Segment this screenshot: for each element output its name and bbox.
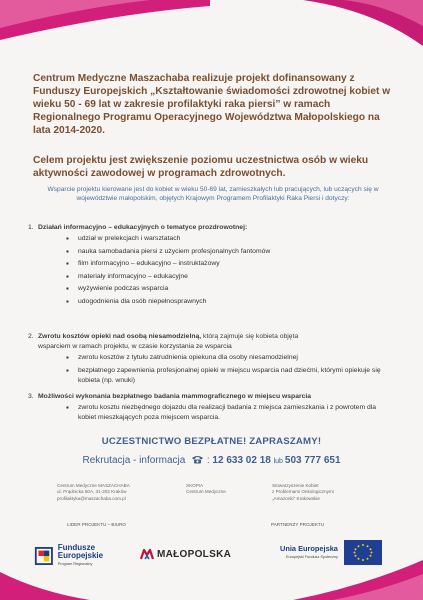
list-item: ▪ udogodnienia dla osób niepełnosprawnych [66, 297, 393, 307]
section-title: Działań informacyjno – edukacyjnych o tematyce prozdrowotnej: [38, 224, 248, 231]
list-item: ▪ udział w prelekcjach i warsztatach [66, 234, 393, 244]
leader-address: ul. Prądnicka 50A, 31-202 Kraków [57, 489, 127, 495]
goal-paragraph: Celem projektu jest zwiększenie poziomu uczestnictwa osób w wieku aktywności zawodowej w programach zdrowotnych. [33, 155, 369, 179]
support-description: Wsparcie projektu kierowane jest do kobiet w wieku 50-69 lat, zamieszkałych lub pracujących, lub uczących się w województwie małopolskim, objętych Krajowym Programem Profilaktyki Raka Piersi i dotyczy: [47, 186, 379, 203]
section-information-education [28, 223, 393, 310]
eu-name: Unia Europejska [280, 543, 338, 553]
magenta-ribbon-top-left [0, 0, 210, 44]
fe-sub: Program Regionalny [57, 562, 93, 566]
partner-skopia [186, 483, 256, 496]
partner-amazonki [272, 483, 382, 502]
list-item: ▪ bezpłatnego zapewnienia profesjonalnej opieki w miejscu wsparcia nad dziećmi, którymi opiekuje się kobieta (np. wnuki) [66, 366, 393, 386]
malopolska-text: MAŁOPOLSKA [157, 548, 232, 560]
partner-desc: z Problemami Onkologicznymi [272, 489, 334, 495]
list-item: ▪ film informacyjno – edukacyjno – instruktażowy [66, 259, 393, 269]
list-item: ▪ wyżywienie podczas wsparcia [66, 284, 393, 294]
partner-name: Stowarzyszenie Kobiet [272, 483, 319, 488]
section-mammography [28, 392, 393, 426]
section-care-cost-refund [28, 332, 393, 388]
partner-name: SKOPIA [186, 483, 204, 488]
fe-star-mark-icon [34, 545, 54, 567]
section-title: Możliwości wykonania bezpłatnego badania mammograficznego w miejscu wsparcia [38, 393, 312, 400]
list-item: ▪ nauka samobadania piersi z użyciem profesjonalnych fantomów [66, 247, 393, 257]
section-title: Zwrotu kosztów opieki nad osobą niesamodzielną, [38, 333, 202, 340]
eu-sub: Europejski Fundusz Społeczny [286, 554, 338, 559]
leader-contact [57, 483, 167, 502]
list-item: ▪ zwrotu kosztów z tytułu zatrudnienia opiekuna dla osoby niesamodzielnej [66, 353, 393, 363]
phone-number-1[interactable]: 12 633 02 18 [212, 455, 271, 466]
recruitment-label: Rekrutacja - informacja [82, 455, 186, 466]
unia-europejska-logo [280, 540, 382, 565]
section-continuation: wsparciem w ramach projektu, w czasie korzystania ze wsparcia [38, 343, 232, 350]
section-heading [28, 392, 393, 402]
list-item: ▪ materiały informacyjno – edukacyjne [66, 272, 393, 282]
leader-label: LIDER PROJEKTU – BIURO [67, 522, 126, 527]
section-heading [28, 223, 393, 233]
list-item: ▪ zwrotu kosztu niezbędnego dojazdu dla realizacji badania z miejsca zamieszkania i z powrotem dla kobiet mieszkających poza miejscem wsparcia. [66, 403, 393, 423]
free-participation-banner: UCZESTNICTWO BEZPŁATNE! ZAPRASZAMY! [101, 436, 322, 447]
magenta-ribbon-bottom-right [293, 560, 423, 600]
malopolska-mark-icon [140, 548, 154, 560]
leader-email[interactable]: profilaktyka@maszachaba.com.pl [57, 495, 126, 501]
fe-name: Fundusze Europejskie [57, 543, 104, 560]
phone-number-2[interactable]: 503 777 651 [284, 455, 341, 466]
partner-desc-2: „Amazonki” Krakowskie [272, 495, 320, 501]
fundusze-europejskie-logo [34, 540, 134, 572]
partners-label: PARTNERZY PROJEKTU [271, 522, 325, 527]
recruitment-colon: : [206, 455, 213, 466]
recruitment-info [0, 455, 423, 466]
partner-desc: Centrum Medyczne [186, 489, 226, 495]
intro-paragraph: Centrum Medyczne Maszachaba realizuje projekt dofinansowany z Funduszy Europejskich „Kształtowanie świadomości zdrowotnej kobiet w wieku 50 - 69 lat w zakresie profilaktyki raka piersi” w ramach Regionalnego Programu Operacyjnego Województwa Małopolskiego na lata 2014-2020. [33, 73, 391, 136]
section-number: 1. [28, 224, 34, 231]
telephone-icon [191, 455, 204, 464]
section-heading [28, 332, 393, 342]
magenta-ribbon-top-right [303, 0, 423, 46]
section-item-list [28, 234, 393, 307]
or-label: lub [273, 458, 285, 465]
eu-flag-icon [344, 540, 382, 565]
malopolska-logo [140, 548, 231, 560]
section-number: 2. [28, 333, 34, 340]
section-number: 3. [28, 393, 34, 400]
leader-name: Centrum Medyczne MASZACHABA [57, 483, 130, 488]
section-item-list [28, 353, 393, 386]
section-title-rest: którą zajmuje się kobieta objęta [201, 333, 299, 340]
section-item-list [28, 403, 393, 423]
